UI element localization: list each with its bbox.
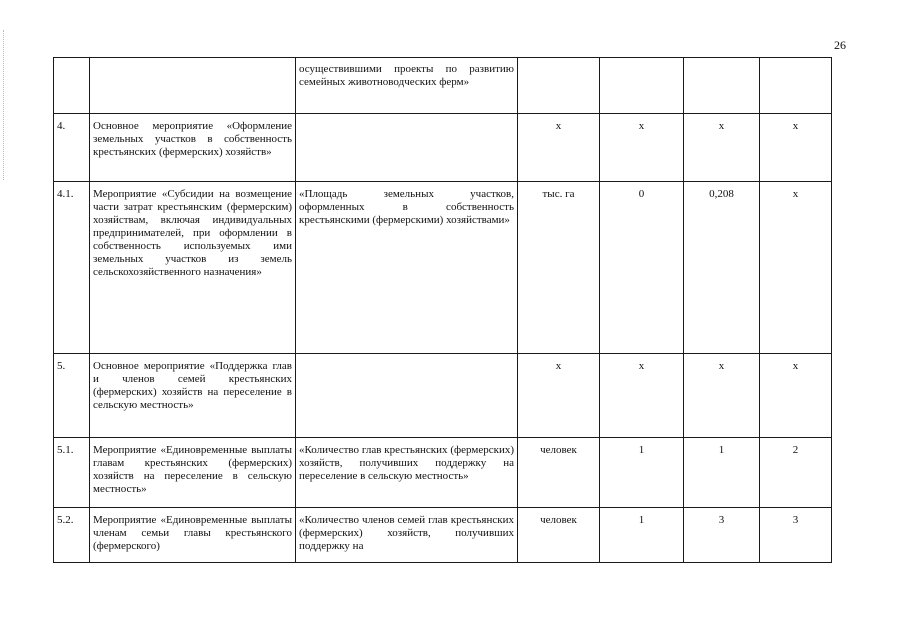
indicator-name	[296, 354, 518, 438]
row-number: 4.1.	[54, 182, 90, 354]
value-cell-1: 1	[600, 508, 684, 563]
unit-cell: х	[518, 114, 600, 182]
row-number	[54, 58, 90, 114]
indicator-name: «Количество членов семей глав крестьянских (фермерских) хозяйств, получивших поддержку на	[296, 508, 518, 563]
row-number: 5.1.	[54, 438, 90, 508]
unit-cell: человек	[518, 508, 600, 563]
event-name: Основное мероприятие «Поддержка глав и членов семей крестьянских (фермерских) хозяйств на переселение в сельскую местность»	[90, 354, 296, 438]
program-indicators-table	[53, 57, 832, 563]
table-row	[54, 508, 832, 563]
indicator-name: «Площадь земельных участков, оформленных в собственность крестьянскими (фермерскими) хозяйствами»	[296, 182, 518, 354]
value-cell-1: 0	[600, 182, 684, 354]
value-cell-1: 1	[600, 438, 684, 508]
unit-cell: тыс. га	[518, 182, 600, 354]
table-row	[54, 182, 832, 354]
unit-cell: человек	[518, 438, 600, 508]
table-row	[54, 114, 832, 182]
value-cell-3: х	[760, 354, 832, 438]
event-name: Мероприятие «Единовременные выплаты главам крестьянских (фермерских) хозяйств на переселение в сельскую местность»	[90, 438, 296, 508]
value-cell-1: х	[600, 354, 684, 438]
value-cell-3: х	[760, 182, 832, 354]
value-cell-2: 0,208	[684, 182, 760, 354]
value-cell-2: х	[684, 354, 760, 438]
value-cell-1	[600, 58, 684, 114]
unit-cell: х	[518, 354, 600, 438]
event-name: Основное мероприятие «Оформление земельных участков в собственность крестьянских (фермерских) хозяйств»	[90, 114, 296, 182]
indicator-name	[296, 114, 518, 182]
event-name: Мероприятие «Единовременные выплаты членам семьи главы крестьянского (фермерского)	[90, 508, 296, 563]
value-cell-2: 3	[684, 508, 760, 563]
unit-cell	[518, 58, 600, 114]
value-cell-2: 1	[684, 438, 760, 508]
indicator-name: «Количество глав крестьянских (фермерских) хозяйств, получивших поддержку на переселение в сельскую местность»	[296, 438, 518, 508]
table-row	[54, 58, 832, 114]
row-number: 5.	[54, 354, 90, 438]
indicator-name: осуществившими проекты по развитию семейных животноводческих ферм»	[296, 58, 518, 114]
table-row	[54, 354, 832, 438]
table-row	[54, 438, 832, 508]
row-number: 4.	[54, 114, 90, 182]
page-number: 26	[834, 38, 846, 52]
value-cell-2	[684, 58, 760, 114]
event-name: Мероприятие «Субсидии на возмещение части затрат крестьянским (фермерским) хозяйствам, включая индивидуальных предпринимателей, при оформлении в собственность используемых ими земельных участков из земель сельскохозяйственного назначения»	[90, 182, 296, 354]
row-number: 5.2.	[54, 508, 90, 563]
value-cell-3	[760, 58, 832, 114]
value-cell-3: 2	[760, 438, 832, 508]
value-cell-3: х	[760, 114, 832, 182]
event-name	[90, 58, 296, 114]
binding-margin-mark	[3, 30, 5, 180]
value-cell-2: х	[684, 114, 760, 182]
value-cell-3: 3	[760, 508, 832, 563]
value-cell-1: х	[600, 114, 684, 182]
